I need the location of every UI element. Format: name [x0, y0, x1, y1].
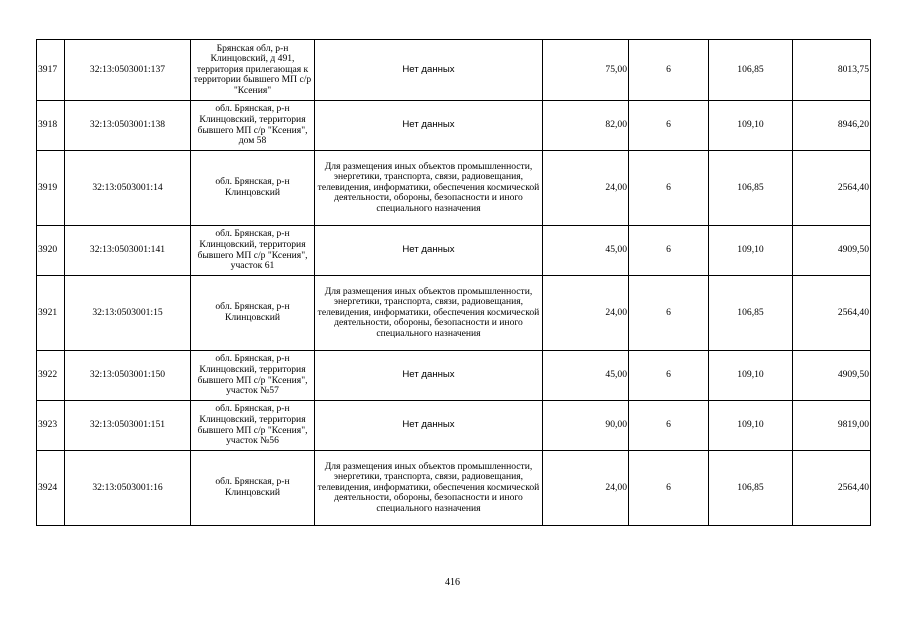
row-number: 3918 [37, 101, 65, 151]
area: 24,00 [543, 276, 629, 351]
address: Брянская обл, р-н Клинцовский, д 491, территория прилегающая к территории бывшего МП с/р "Ксения" [191, 40, 315, 101]
row-number: 3922 [37, 351, 65, 401]
address: обл. Брянская, р-н Клинцовский, территория бывшего МП с/р "Ксения", дом 58 [191, 101, 315, 151]
address: обл. Брянская, р-н Клинцовский, территория бывшего МП с/р "Ксения", участок №57 [191, 351, 315, 401]
permitted-use: Для размещения иных объектов промышленности, энергетики, транспорта, связи, радиовещания, телевидения, информатики, обеспечения космической деятельности, обороны, безопасности и иного специального назначения [315, 151, 543, 226]
row-number: 3917 [37, 40, 65, 101]
address: обл. Брянская, р-н Клинцовский [191, 276, 315, 351]
cadastral-number: 32:13:0503001:16 [65, 451, 191, 526]
rate: 109,10 [709, 401, 793, 451]
group: 6 [629, 451, 709, 526]
group: 6 [629, 276, 709, 351]
permitted-use: Для размещения иных объектов промышленности, энергетики, транспорта, связи, радиовещания, телевидения, информатики, обеспечения космической деятельности, обороны, безопасности и иного специального назначения [315, 276, 543, 351]
group: 6 [629, 151, 709, 226]
rate: 106,85 [709, 151, 793, 226]
area: 45,00 [543, 226, 629, 276]
address: обл. Брянская, р-н Клинцовский, территория бывшего МП с/р "Ксения", участок №56 [191, 401, 315, 451]
rate: 109,10 [709, 226, 793, 276]
address: обл. Брянская, р-н Клинцовский, территория бывшего МП с/р "Ксения", участок 61 [191, 226, 315, 276]
group: 6 [629, 226, 709, 276]
cadastral-number: 32:13:0503001:15 [65, 276, 191, 351]
permitted-use: Нет данных [315, 401, 543, 451]
permitted-use: Нет данных [315, 351, 543, 401]
table-row [37, 226, 871, 276]
permitted-use: Нет данных [315, 226, 543, 276]
row-number: 3923 [37, 401, 65, 451]
area: 45,00 [543, 351, 629, 401]
table-row [37, 401, 871, 451]
area: 90,00 [543, 401, 629, 451]
area: 24,00 [543, 151, 629, 226]
table-row [37, 276, 871, 351]
group: 6 [629, 40, 709, 101]
cadastral-number: 32:13:0503001:14 [65, 151, 191, 226]
cadastral-number: 32:13:0503001:137 [65, 40, 191, 101]
row-number: 3924 [37, 451, 65, 526]
cadastral-cost: 9819,00 [793, 401, 871, 451]
address: обл. Брянская, р-н Клинцовский [191, 451, 315, 526]
row-number: 3919 [37, 151, 65, 226]
area: 82,00 [543, 101, 629, 151]
group: 6 [629, 101, 709, 151]
rate: 109,10 [709, 101, 793, 151]
table-row [37, 101, 871, 151]
permitted-use: Нет данных [315, 101, 543, 151]
address: обл. Брянская, р-н Клинцовский [191, 151, 315, 226]
rate: 106,85 [709, 451, 793, 526]
table-row [37, 451, 871, 526]
row-number: 3920 [37, 226, 65, 276]
cadastral-cost: 2564,40 [793, 276, 871, 351]
rate: 106,85 [709, 276, 793, 351]
cadastral-cost: 4909,50 [793, 351, 871, 401]
permitted-use: Нет данных [315, 40, 543, 101]
cadastral-number: 32:13:0503001:150 [65, 351, 191, 401]
cadastral-cost: 8946,20 [793, 101, 871, 151]
group: 6 [629, 351, 709, 401]
row-number: 3921 [37, 276, 65, 351]
area: 75,00 [543, 40, 629, 101]
permitted-use: Для размещения иных объектов промышленности, энергетики, транспорта, связи, радиовещания, телевидения, информатики, обеспечения космической деятельности, обороны, безопасности и иного специального назначения [315, 451, 543, 526]
cadastral-cost: 2564,40 [793, 151, 871, 226]
cadastral-number: 32:13:0503001:151 [65, 401, 191, 451]
table-row [37, 151, 871, 226]
cadastral-cost: 4909,50 [793, 226, 871, 276]
group: 6 [629, 401, 709, 451]
area: 24,00 [543, 451, 629, 526]
table-row [37, 351, 871, 401]
rate: 109,10 [709, 351, 793, 401]
cadastral-cost: 8013,75 [793, 40, 871, 101]
cadastral-cost: 2564,40 [793, 451, 871, 526]
cadastral-number: 32:13:0503001:138 [65, 101, 191, 151]
rate: 106,85 [709, 40, 793, 101]
table-row [37, 40, 871, 101]
cadastral-number: 32:13:0503001:141 [65, 226, 191, 276]
land-plot-table [36, 39, 871, 526]
page-number: 416 [445, 577, 460, 588]
